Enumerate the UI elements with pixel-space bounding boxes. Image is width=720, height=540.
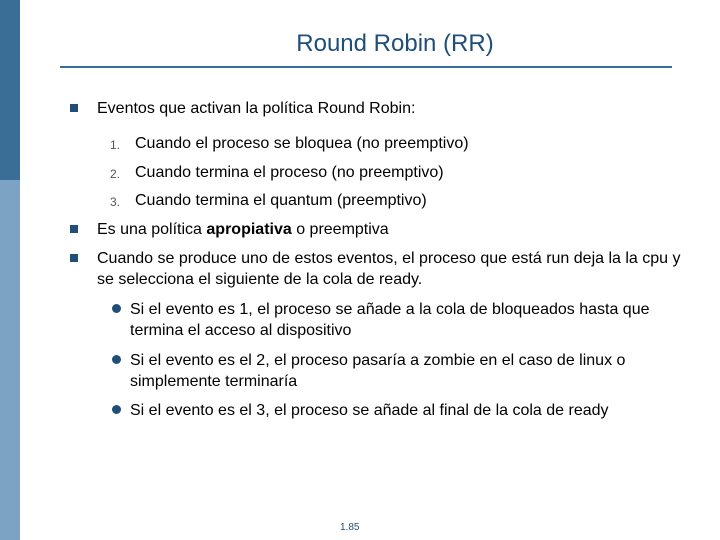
sidebar-accent-bottom <box>0 180 20 540</box>
square-bullet-icon <box>70 225 78 233</box>
sub-bullet-text: Si el evento es 1, el proceso se añade a la cola de bloqueados hasta que termina el acceso al dispositivo <box>130 301 650 339</box>
square-bullet-icon <box>70 254 78 262</box>
item-number: 3. <box>110 195 121 209</box>
bold-term: apropiativa <box>206 221 292 238</box>
sub-bullet-text: Si el evento es el 3, el proceso se añade al final de la cola de ready <box>130 402 609 419</box>
page-number: 1.85 <box>340 522 360 533</box>
round-bullet-icon <box>112 304 121 313</box>
sidebar-accent-top <box>0 0 20 180</box>
square-bullet-icon <box>70 104 78 112</box>
slide-title: Round Robin (RR) <box>296 30 494 57</box>
round-bullet-icon <box>112 405 121 414</box>
sub-bullet-text: Si el evento es el 2, el proceso pasaría a zombie en el caso de linux o simplemente terminaría <box>130 352 626 390</box>
title-underline <box>60 66 672 68</box>
round-bullet-icon <box>112 355 121 364</box>
numbered-item-text: Cuando termina el proceso (no preemptivo) <box>135 164 444 181</box>
bullet-text: Eventos que activan la política Round Robin: <box>97 100 416 117</box>
item-number: 2. <box>110 167 121 181</box>
bullet-text: Cuando se produce uno de estos eventos, el proceso que está run deja la la cpu y se selecciona el siguiente de la cola de ready. <box>97 250 681 288</box>
item-number: 1. <box>110 138 121 152</box>
bullet-text: Es una política apropiativa o preemptiva <box>97 221 389 238</box>
numbered-item-text: Cuando termina el quantum (preemptivo) <box>135 192 427 209</box>
numbered-item-text: Cuando el proceso se bloquea (no preemptivo) <box>135 135 469 152</box>
